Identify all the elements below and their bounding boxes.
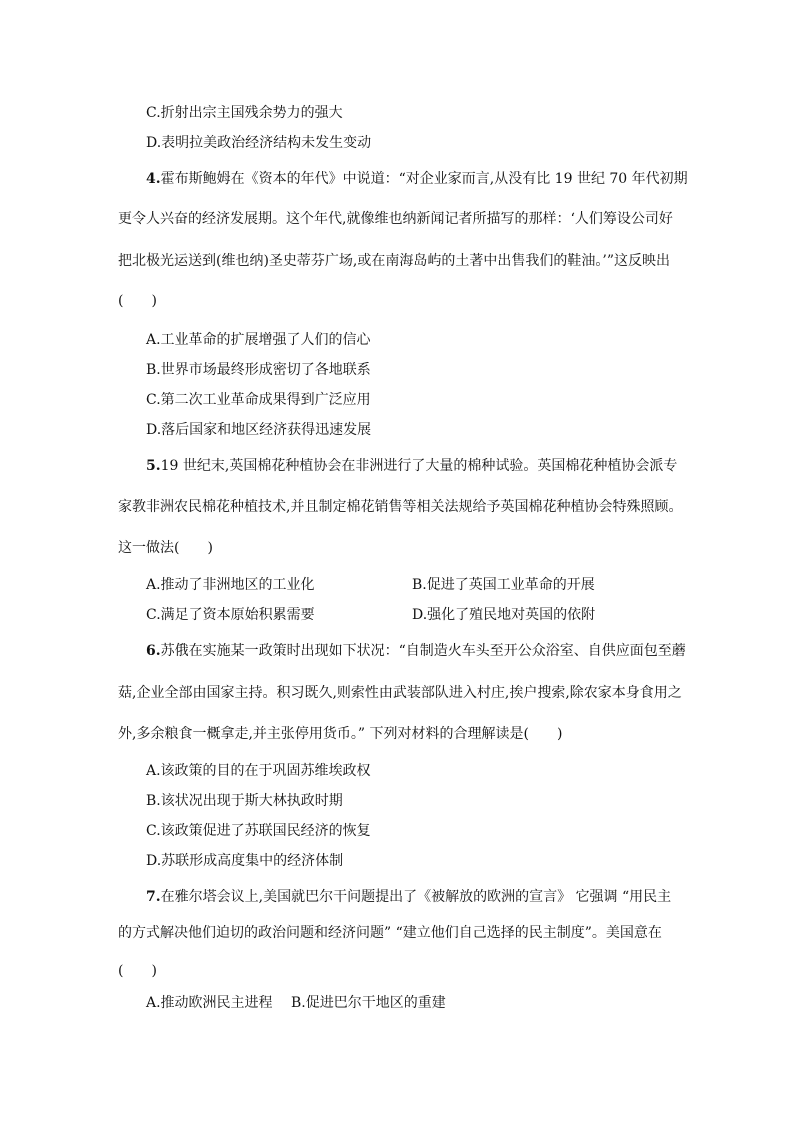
q3-option-d: D.表明拉美政治经济结构未发生变动: [146, 135, 372, 151]
q4-answer-bracket: ( ): [118, 293, 157, 309]
q5-option-b: B.促进了英国工业革命的开展: [412, 577, 595, 593]
q7-stem-line-1: [146, 888, 671, 906]
q7-stem-text-1: 在雅尔塔会议上,美国就巴尔干问题提出了《被解放的欧洲的宣言》 它强调 “用民主: [160, 889, 672, 905]
q4-stem-line-2: 更令人兴奋的经济发展期。这个年代,就像维也纳新闻记者所描写的那样：‘人们筹设公司好: [118, 211, 673, 227]
q7-number: 7.: [146, 889, 161, 905]
q5-number: 5.: [146, 458, 161, 474]
q7-answer-bracket: ( ): [118, 963, 157, 979]
q4-stem-line-3: 把北极光运送到(维也纳)圣史蒂芬广场,或在南海岛屿的土著中出售我们的鞋油。’”这反映出: [118, 253, 670, 269]
q5-stem-text-1: 19 世纪末,英国棉花种植协会在非洲进行了大量的棉种试验。英国棉花种植协会派专: [160, 458, 678, 474]
q6-number: 6.: [146, 643, 161, 659]
q3-option-c: C.折射出宗主国残余势力的强大: [146, 105, 343, 121]
q7-stem-line-2: 的方式解决他们迫切的政治问题和经济问题” “建立他们自己选择的民主制度”。美国意在: [118, 925, 662, 941]
q6-stem-line-2: 菇,企业全部由国家主持。积习既久,则索性由武装部队进入村庄,挨户搜索,除农家本身食用之: [118, 685, 682, 701]
q5-option-d: D.强化了殖民地对英国的依附: [412, 607, 596, 623]
q5-option-c: C.满足了资本原始积累需要: [146, 607, 315, 623]
q5-stem-line-2: 家教非洲农民棉花种植技术,并且制定棉花销售等相关法规给予英国棉花种植协会特殊照顾。: [118, 499, 683, 515]
q4-option-a: A.工业革命的扩展增强了人们的信心: [146, 332, 371, 348]
q6-stem-line-1: [146, 642, 686, 660]
q4-number: 4.: [146, 171, 161, 187]
q4-option-b: B.世界市场最终形成密切了各地联系: [146, 362, 371, 378]
q4-option-d: D.落后国家和地区经济获得迅速发展: [146, 422, 372, 438]
q7-options-ab: A.推动欧洲民主进程 B.促进巴尔干地区的重建: [146, 995, 446, 1011]
q4-option-c: C.第二次工业革命成果得到广泛应用: [146, 392, 371, 408]
q6-stem-line-3: 外,多余粮食一概拿走,并主张停用货币。” 下列对材料的合理解读是( ): [118, 726, 563, 742]
q4-stem-line-1: [146, 170, 688, 188]
q5-option-a: A.推动了非洲地区的工业化: [146, 577, 315, 593]
q6-option-b: B.该状况出现于斯大林执政时期: [146, 793, 343, 809]
q5-stem-line-1: [146, 457, 677, 475]
q5-stem-line-3: 这一做法( ): [118, 540, 213, 556]
q4-stem-text-1: 霍布斯鲍姆在《资本的年代》中说道：“对企业家而言,从没有比 19 世纪 70 年代初期: [160, 171, 688, 187]
q6-option-c: C.该政策促进了苏联国民经济的恢复: [146, 823, 371, 839]
q6-option-d: D.苏联形成高度集中的经济体制: [146, 853, 344, 869]
q6-stem-text-1: 苏俄在实施某一政策时出现如下状况：“自制造火车头至开公众浴室、自供应面包至蘑: [160, 643, 686, 659]
q6-option-a: A.该政策的目的在于巩固苏维埃政权: [146, 763, 371, 779]
